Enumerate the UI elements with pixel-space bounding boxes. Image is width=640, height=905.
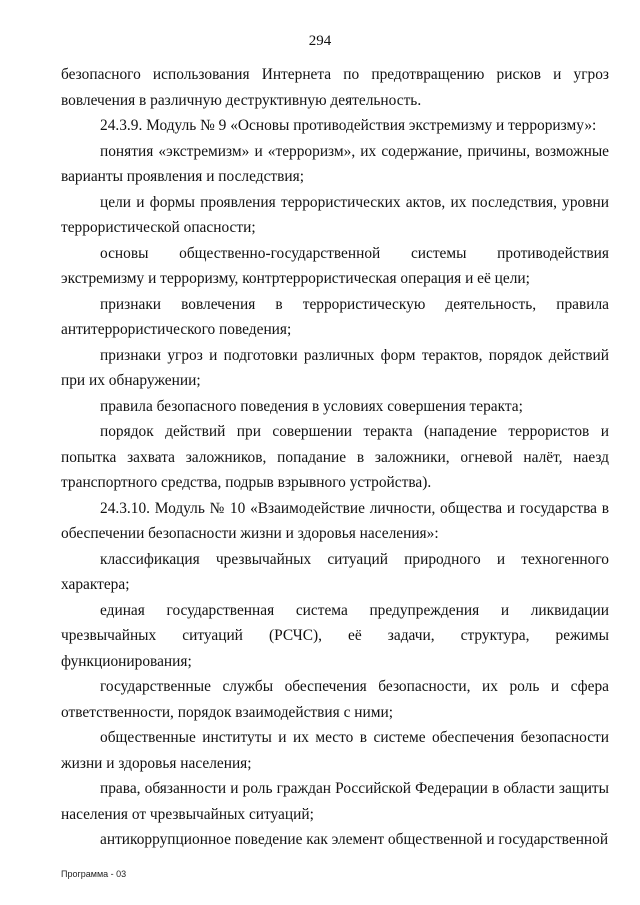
list-item-action-procedure: порядок действий при совершении теракта (нападение террористов и попытка захвата заложников, попадание в заложники, огневой налёт, наезд транспортного средства, подрыв взрывного устройства). — [61, 423, 609, 491]
list-item-state-services: государственные службы обеспечения безопасности, их роль и сфера ответственности, порядок взаимодействия с ними; — [61, 678, 609, 721]
document-body — [61, 62, 609, 853]
list-item-emergency-classification: классификация чрезвычайных ситуаций природного и техногенного характера; — [61, 550, 609, 593]
list-item-safe-behavior: правила безопасного поведения в условиях совершения теракта; — [100, 397, 523, 415]
list-item-citizen-rights: права, обязанности и роль граждан Российской Федерации в области защиты населения от чрезвычайных ситуаций; — [61, 780, 609, 823]
paragraph-continuation: безопасного использования Интернета по предотвращению рисков и угроз вовлечения в различную деструктивную деятельность. — [61, 66, 609, 109]
list-item-anticorruption: антикоррупционное поведение как элемент общественной и государственной — [100, 831, 609, 848]
list-item-rschs: единая государственная система предупреждения и ликвидации чрезвычайных ситуаций (РСЧС), её задачи, структура, режимы функционирования; — [61, 601, 609, 670]
list-item-concepts: понятия «экстремизм» и «терроризм», их содержание, причины, возможные варианты проявления и последствия; — [61, 142, 609, 185]
section-heading-module-10: 24.3.10. Модуль № 10 «Взаимодействие личности, общества и государства в обеспечении безопасности жизни и здоровья населения»: — [61, 499, 609, 542]
page-number: 294 — [308, 33, 332, 49]
list-item-threat-signs: признаки угроз и подготовки различных форм терактов, порядок действий при их обнаружении; — [61, 346, 609, 389]
footer-label: Программа - 03 — [61, 869, 127, 879]
list-item-public-institutions: общественные институты и их место в системе обеспечения безопасности жизни и здоровья населения; — [61, 729, 609, 772]
section-heading-module-9: 24.3.9. Модуль № 9 «Основы противодействия экстремизму и терроризму»: — [100, 117, 597, 134]
list-item-goals-forms: цели и формы проявления террористических актов, их последствия, уровни террористической опасности; — [61, 193, 609, 236]
list-item-involvement-signs: признаки вовлечения в террористическую деятельность, правила антитеррористического поведения; — [61, 295, 609, 338]
list-item-state-system: основы общественно-государственной системы противодействия экстремизму и терроризму, контртеррористическая операция и её цели; — [61, 244, 609, 287]
